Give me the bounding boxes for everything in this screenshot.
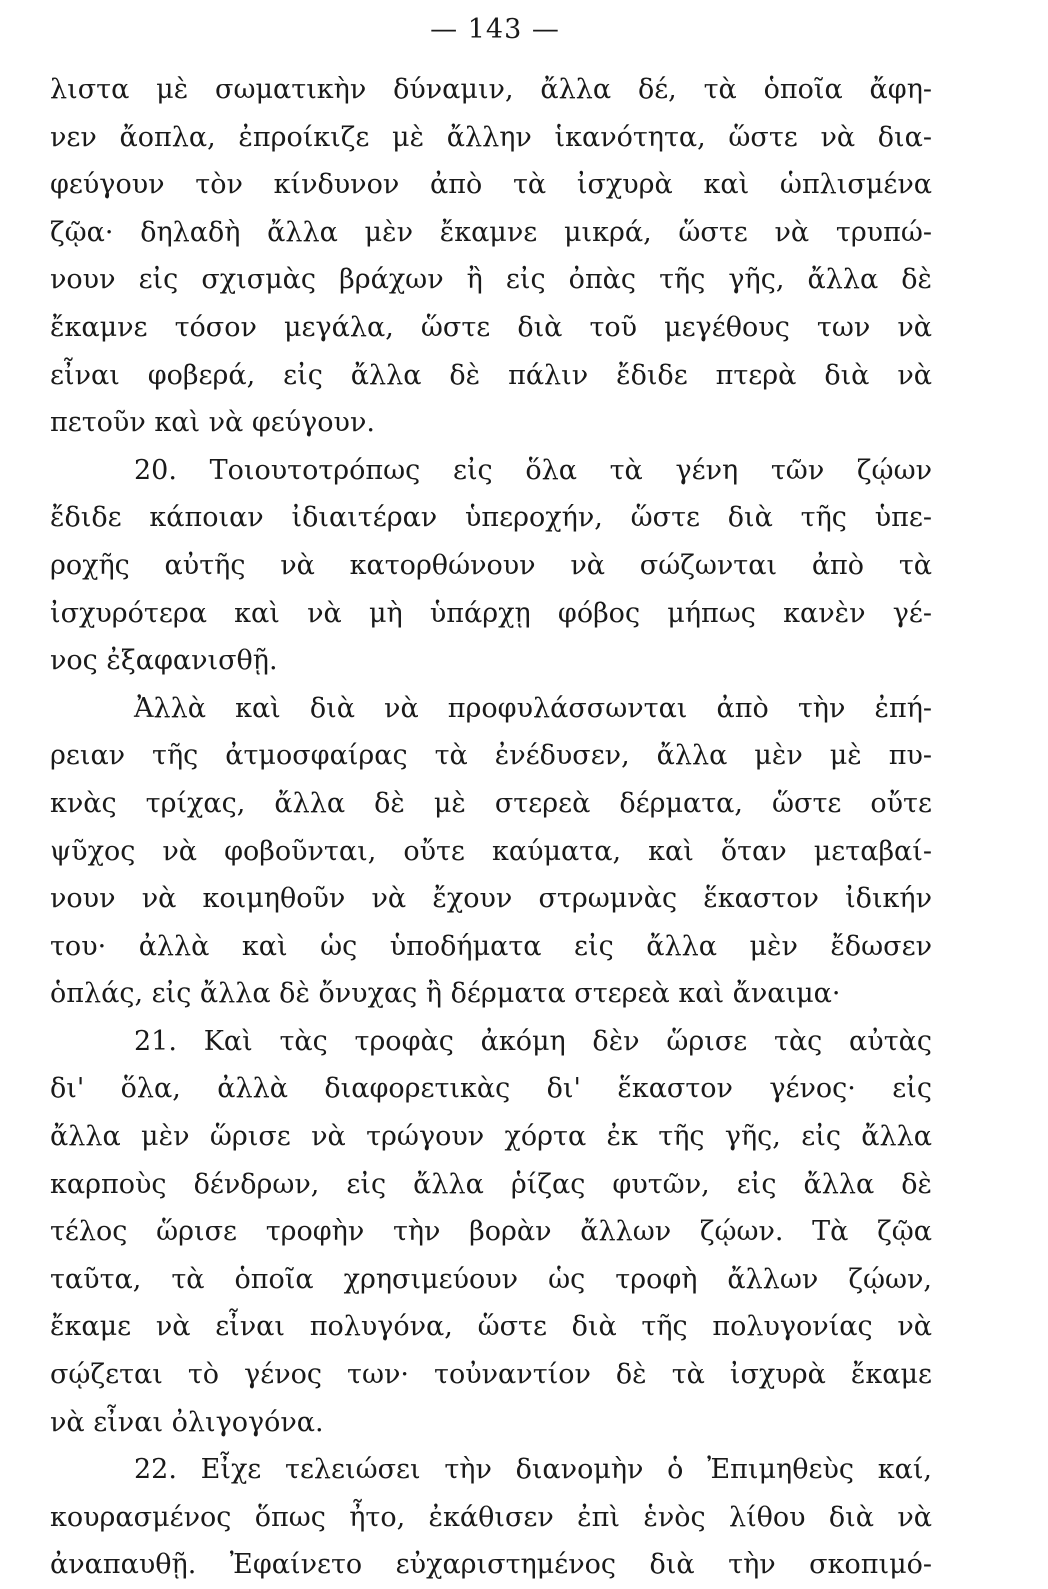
text-line: λιστα μὲ σωματικὴν δύναμιν, ἄλλα δέ, τὰ ὁποῖα ἄφη-: [50, 74, 932, 105]
text-line: Ἀλλὰ καὶ διὰ νὰ προφυλάσσωνται ἀπὸ τὴν ἐπή-: [134, 692, 932, 724]
page-number: — 143 —: [430, 14, 560, 45]
text-line: ρειαν τῆς ἀτμοσφαίρας τὰ ἐνέδυσεν, ἄλλα μὲν μὲ πυ-: [50, 740, 932, 772]
text-line: νεν ἄοπλα, ἐπροίκιζε μὲ ἄλλην ἱκανότητα, ὥστε νὰ δια-: [50, 121, 932, 153]
text-line: νουν εἰς σχισμὰς βράχων ἢ εἰς ὀπὰς τῆς γῆς, ἄλλα δὲ: [50, 264, 932, 296]
body-text: [50, 66, 932, 1589]
text-line: κουρασμένος ὅπως ἦτο, ἐκάθισεν ἐπὶ ἑνὸς λίθου διὰ νὰ: [50, 1501, 932, 1533]
text-line: σῴζεται τὸ γένος των· τοὐναντίον δὲ τὰ ἰσχυρὰ ἔκαμε: [50, 1359, 932, 1391]
text-line: νος ἐξαφανισθῇ.: [50, 645, 278, 677]
text-line: ἄλλα μὲν ὥρισε νὰ τρώγουν χόρτα ἐκ τῆς γῆς, εἰς ἄλλα: [50, 1121, 932, 1153]
text-line: πετοῦν καὶ νὰ φεύγουν.: [50, 407, 375, 439]
text-line: ψῦχος νὰ φοβοῦνται, οὔτε καύματα, καὶ ὅταν μεταβαί-: [50, 835, 932, 867]
text-line: νὰ εἶναι ὀλιγογόνα.: [50, 1406, 324, 1438]
text-line: εἶναι φοβερά, εἰς ἄλλα δὲ πάλιν ἔδιδε πτερὰ διὰ νὰ: [50, 359, 932, 391]
text-line: νουν νὰ κοιμηθοῦν νὰ ἔχουν στρωμνὰς ἕκαστον ἰδικήν: [50, 883, 932, 915]
text-line: ἔκαμε νὰ εἶναι πολυγόνα, ὥστε διὰ τῆς πολυγονίας νὰ: [50, 1311, 932, 1343]
text-line: ἔδιδε κάποιαν ἰδιαιτέραν ὑπεροχήν, ὥστε διὰ τῆς ὑπε-: [50, 502, 932, 534]
text-line: ταῦτα, τὰ ὁποῖα χρησιμεύουν ὡς τροφὴ ἄλλων ζῴων,: [50, 1263, 932, 1295]
text-line: καρποὺς δένδρων, εἰς ἄλλα ῥίζας φυτῶν, εἰς ἄλλα δὲ: [50, 1168, 932, 1200]
text-line: ὁπλάς, εἰς ἄλλα δὲ ὄνυχας ἢ δέρματα στερεὰ καὶ ἄναιμα·: [50, 978, 841, 1010]
text-line: 21. Καὶ τὰς τροφὰς ἀκόμη δὲν ὥρισε τὰς αὐτὰς: [134, 1025, 932, 1057]
text-line: ἀναπαυθῇ. Ἐφαίνετο εὐχαριστημένος διὰ τὴν σκοπιμό-: [50, 1549, 932, 1581]
text-line: 20. Τοιουτοτρόπως εἰς ὅλα τὰ γένη τῶν ζῴων: [134, 454, 932, 486]
text-line: 22. Εἶχε τελειώσει τὴν διανομὴν ὁ Ἐπιμηθεὺς καί,: [134, 1454, 932, 1486]
text-line: κνὰς τρίχας, ἄλλα δὲ μὲ στερεὰ δέρματα, ὥστε οὔτε: [50, 787, 932, 819]
text-line: ζῷα· δηλαδὴ ἄλλα μὲν ἔκαμνε μικρά, ὥστε νὰ τρυπώ-: [50, 216, 932, 248]
text-line: τέλος ὥρισε τροφὴν τὴν βορὰν ἄλλων ζῴων. Τὰ ζῷα: [50, 1216, 932, 1248]
text-line: φεύγουν τὸν κίνδυνον ἀπὸ τὰ ἰσχυρὰ καὶ ὡπλισμένα: [50, 169, 932, 201]
text-line: δι' ὅλα, ἀλλὰ διαφορετικὰς δι' ἕκαστον γένος· εἰς: [50, 1073, 932, 1105]
text-line: ἰσχυρότερα καὶ νὰ μὴ ὑπάρχῃ φόβος μήπως κανὲν γέ-: [50, 597, 932, 629]
text-line: ροχῆς αὐτῆς νὰ κατορθώνουν νὰ σώζωνται ἀπὸ τὰ: [50, 549, 932, 581]
text-line: του· ἀλλὰ καὶ ὡς ὑποδήματα εἰς ἄλλα μὲν ἔδωσεν: [50, 930, 932, 962]
text-line: ἔκαμνε τόσον μεγάλα, ὥστε διὰ τοῦ μεγέθους των νὰ: [50, 311, 932, 343]
